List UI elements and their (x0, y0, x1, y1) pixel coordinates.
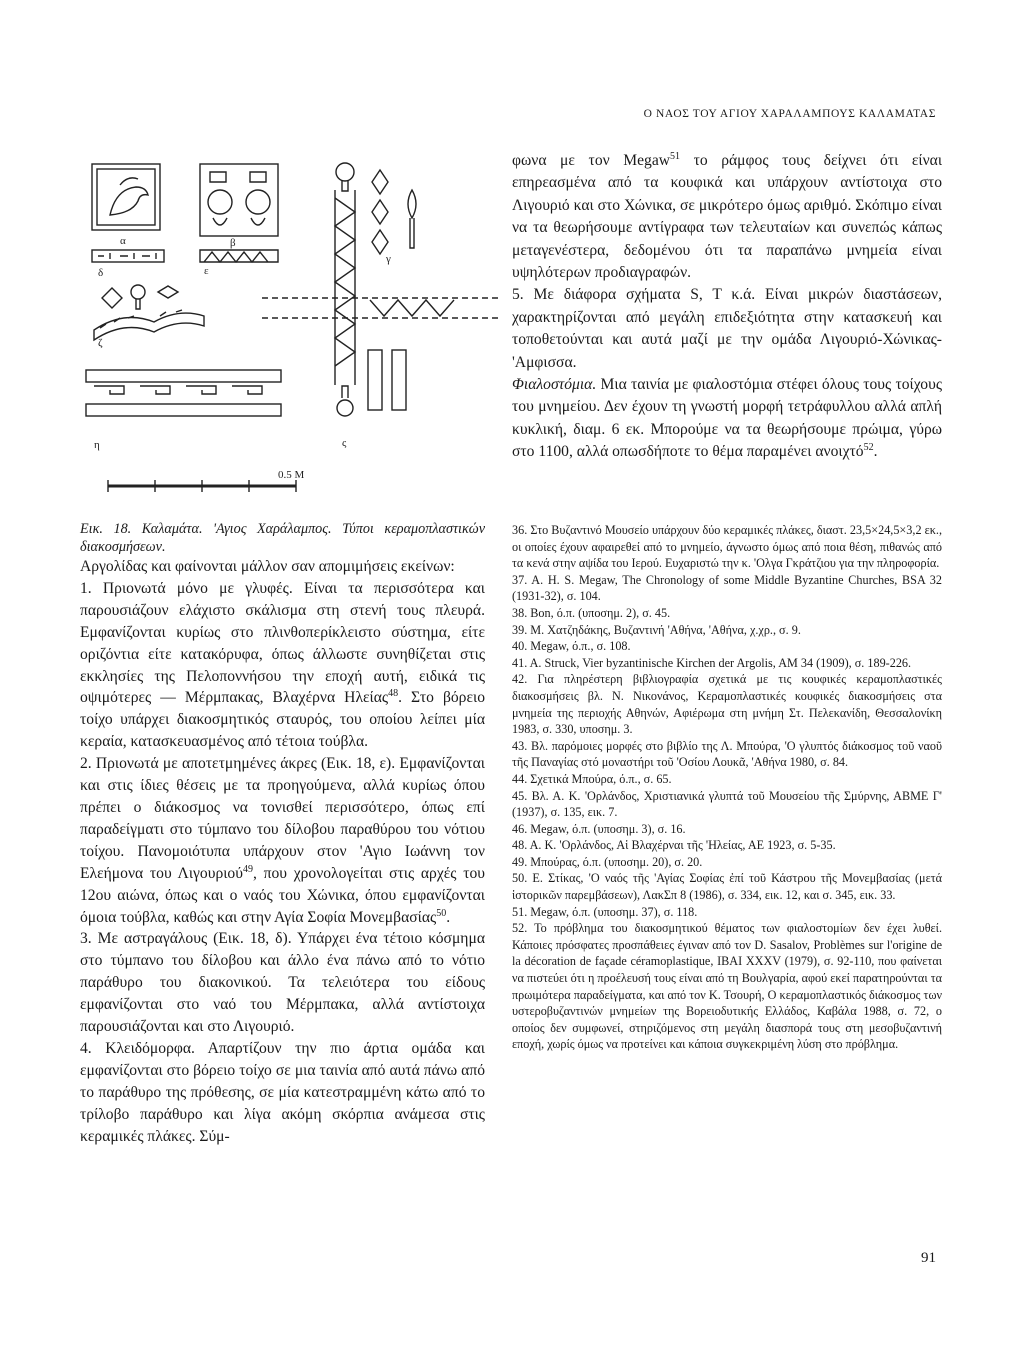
lozenge-shape (102, 288, 122, 308)
paragraph: 1. Πριονωτά μόνο με γλυφές. Είναι τα περισσότερα και παρουσιάζουν ελάχιστο σκάλισμα στη στενή τους πλευρά. Εμφανίζονται κυρίως στο πλινθοπερίκλειστο σύστημα, είτε οριζόντια είτε κατακόρυφα, όπως άλλωστε συνηθίζεται στις εκκλησίες της Πελοποννήσου την εποχή αυτή, ειδικά τις οψιμότερες — Μέρμπακας, Βλαχέρνα Ηλείας$^{48}$. Στο βόρειο τοίχο υπάρχει διακοσμητικός σταυρός, του οποίου λείπει μία κεραία, κατασκευασμένος από τέτοια τούβλα. (80, 579, 485, 751)
footnote: 44. Σχετικά Μπούρα, ό.π., σ. 65. (512, 771, 672, 786)
paragraph: 4. Κλειδόμορφα. Απαρτίζουν την πιο άρτια ομάδα και εμφανίζονται στο βόρειο τοίχο σε μια ταινία από αυτά πάνω από το παράθυρο της πρόθεσης, σε μία κατεστραμμένη κάτω από το τρίλοβο παράθυρο και λίγα ακόμη σκόρπια ανάμεσα στις κεραμικές πλάκες. Σύμ- (80, 1039, 485, 1145)
footnote: 49. Μπούρας, ό.π. (υποσημ. 20), σ. 20. (512, 854, 703, 869)
footnote: 38. Bon, ό.π. (υποσημ. 2), σ. 45. (512, 605, 671, 620)
footnote: 52. Το πρόβλημα του διακοσμητικού θέματος των φιαλοστομίων δεν έχει λυθεί. Κάποιες πρόσφατες προσπάθειες έγιναν από τον D. Sasalov, Problèmes sur l'origine de la décoration de façade céramoplastique, IBAI XXXV (1979), σ. 92-110, που φαίνεται να πιστεύει ότι η προέλευσή τους είναι από τη Βουλγαρία, αφού εκεί παρατηρούνται τα πρωιμότερα παραδείγματα, και από τον Κ. Τσουρή, Ο κεραμοπλαστικός διάκοσμος των υστεροβυζαντινών μνημείων της Βορειοδυτικής Ελλάδος, Καβάλα 1988, σ. 72, ο οποίος δεν συμφωνεί, στηριζόμενος στη μεγάλη διασπορά τους στη μεσοβυζαντινή εποχή, χωρίς όμως να προτείνει και κάποια συγκεκριμένη λύση στο πρόβλημα. (512, 921, 942, 1052)
footnote: 41. A. Struck, Vier byzantinische Kirchen der Argolis, AM 34 (1909), σ. 189-226. (512, 655, 912, 670)
footnote: 39. Μ. Χατζηδάκης, Βυζαντινή 'Αθήνα, 'Αθήνα, χ.χρ., σ. 9. (512, 622, 801, 637)
footnote: 43. Βλ. παρόμοιες μορφές στο βιβλίο της Λ. Μπούρα, 'Ο γλυπτός διάκοσμος τοῦ ναοῦ τῆς Παναγίας στό μοναστήρι τοῦ 'Οσίου Λουκᾶ, 'Αθήνα 1980, σ. 84. (512, 738, 942, 770)
page-number: 91 (921, 1250, 936, 1266)
arc-frieze (94, 313, 204, 340)
label-gamma: γ (386, 253, 391, 265)
footnote: 50. Ε. Στίκας, 'Ο ναός τῆς 'Αγίας Σοφίας ἐπί τοῦ Κάστρου τῆς Μονεμβασίας (μετά ἱστορικῶν παρεμβάσεων), ΛακΣπ 8 (1986), σ. 334, εικ. 12, και σ. 345, εικ. 33. (512, 871, 942, 903)
keyhole-shape (131, 285, 145, 299)
footnote: 42. Για πληρέστερη βιβλιογραφία σχετικά με τις κουφικές κεραμοπλαστικές διακοσμήσεις βλ. Ν. Νικονάνος, Κεραμοπλαστικές κουφικές διακοσμήσεις στα μνημεία της περιοχής Αθηνών, Αφιέρωμα στη μνήμη Στ. Πελεκανίδη, Θεσσαλονίκη 1983, σ. 330, υποσημ. 3. (512, 672, 942, 737)
footnote: 46. Megaw, ό.π. (υποσημ. 3), σ. 16. (512, 821, 686, 836)
paragraph: φωνα με τον Megaw$^{51}$ το ράμφος τους δείχνει ότι είναι επηρεασμένα από τα κουφικά και υπάρχουν αντίστοιχα στο Λιγουριό και στο Χώνικα, σε μικρότερο όμως αριθμό. Σκόπιμο είναι να τα θεωρήσουμε αντίγραφα των τελευταίων και συνεπώς κάπως μεταγενέστερα, δεδομένου ότι τα παραπάνω μνημεία είναι υψηλότερων προδιαγραφών. (512, 150, 943, 282)
drop-pendant (408, 190, 416, 248)
meander-band (86, 370, 281, 382)
bird-motif (110, 178, 148, 215)
label-zeta: ζ (98, 337, 103, 349)
ornament-drawings (80, 150, 500, 500)
figure-caption: Εικ. 18. Καλαμάτα. 'Αγιος Χαράλαμπος. Τύποι κεραμοπλαστικών διακοσμήσεων. (80, 521, 485, 555)
footnote: 36. Στο Βυζαντινό Μουσείο υπάρχουν δύο κεραμικές πλάκες, διαστ. 23,5×24,5×3,2 εκ., οι οποίες έχουν αφαιρεθεί από το μνημείο, άγνωστο όμως από ποια θέση, πιθανώς από τα κενά στην αψίδα του Ιερού. Ευχαριστώ την κ. 'Ολγα Γκράτζιου για την πληροφορία. (512, 523, 942, 571)
footnote: 37. A. H. S. Megaw, The Chronology of some Middle Byzantine Churches, BSA 32 (1931-32), σ. 104. (512, 572, 942, 604)
key-cross-horizontal (262, 298, 500, 318)
figure-18 (80, 150, 500, 500)
paragraph: Αργολίδας και φαίνονται μάλλον σαν απομιμήσεις εκείνων: (80, 558, 455, 575)
lozenge-pendant (372, 170, 388, 254)
label-epsilon: ε (204, 265, 209, 277)
label-eta: η (94, 439, 100, 451)
right-column-text (512, 150, 942, 464)
paragraph: Φιαλοστόμια. Μια ταινία με φιαλοστόμια στέφει όλους τους τοίχους του μνημείου. Δεν έχουν τη γνωστή μορφή τετράφυλλου αλλά απλή κυκλική, διαμ. 6 εκ. Μπορούμε να τα θεωρήσουμε πρώιμα, γύρω στο 1100, αλλά οπωσδήποτε το θέμα παραμένει ανοιχτό$^{52}$. (512, 376, 942, 461)
footnotes (512, 522, 942, 1053)
footnote: 51. Megaw, ό.π. (υποσημ. 37), σ. 118. (512, 904, 698, 919)
scale-label: 0.5 M (278, 469, 305, 481)
tile-bird (92, 164, 160, 230)
footnote: 40. Megaw, ό.π., σ. 108. (512, 639, 631, 654)
paragraph: 5. Με διάφορα σχήματα S, T κ.ά. Είναι μικρών διαστάσεων, χαρακτηρίζονται από μεγάλη επιδεξιότητα στην κατασκευή και τοποθετούνται και αυτά μαζί με την ομάδα Λιγουριό-Χώνικας-'Αμφισσα. (512, 286, 942, 371)
label-alpha: α (120, 235, 126, 247)
label-delta: δ (98, 267, 104, 279)
label-beta: β (230, 237, 236, 249)
running-head: Ο ΝΑΟΣ ΤΟΥ ΑΓΙΟΥ ΧΑΡΑΛΑΜΠΟΥΣ ΚΑΛΑΜΑΤΑΣ (643, 108, 936, 120)
paragraph: 3. Με αστραγάλους (Εικ. 18, δ). Υπάρχει ένα τέτοιο κόσμημα στο τύμπανο του δίλοβου και άλλο ένα πάνω από το νότιο παράθυρο του διακονικού. Τα τελειότερα του είδους εμφανίζονται στο ναό του Μέρμπακα, αλλά αντίστοιχα παρουσιάζονται και στο Λιγουριό. (80, 930, 485, 1036)
sawtooth-brick (200, 250, 278, 262)
label-sigma: ς (342, 437, 347, 449)
paragraph: 2. Πριονωτά με αποτετμημένες άκρες (Εικ. 18, ε). Εμφανίζονται και στις ίδιες θέσεις με τα προηγούμενα, αλλά κυρίως όπου πρέπει ο διάκοσμος να τονισθεί περισσότερο, όπως επί παραδείγματι στο τύμπανο του δίλοβου παραθύρου του νότιου τοίχου. Πανομοιότυπα υπάρχουν στον 'Αγιο Ιωάννη τον Ελεήμονα του Λιγουριού$^{49}$, που χρονολογείται στις αρχές του 12ου αιώνα, όπως και ο ναός του Χώνικα, όπου εμφανίζονται όμοια τούβλα, καθώς και στην Αγία Σοφία Μονεμβασίας$^{50}$. (80, 755, 485, 926)
footnote: 48. Α. Κ. 'Ορλάνδος, Αἱ Βλαχέρναι τῆς 'Ηλείας, ΑΕ 1923, σ. 5-35. (512, 838, 836, 853)
footnote: 45. Βλ. Α. Κ. 'Ορλάνδος, Χριστιανικά γλυπτά τοῦ Μουσείου τῆς Σμύρνης, ΑΒΜΕ Γ' (1937), σ. 135, εικ. 7. (512, 788, 942, 820)
left-column-text (80, 520, 485, 1147)
